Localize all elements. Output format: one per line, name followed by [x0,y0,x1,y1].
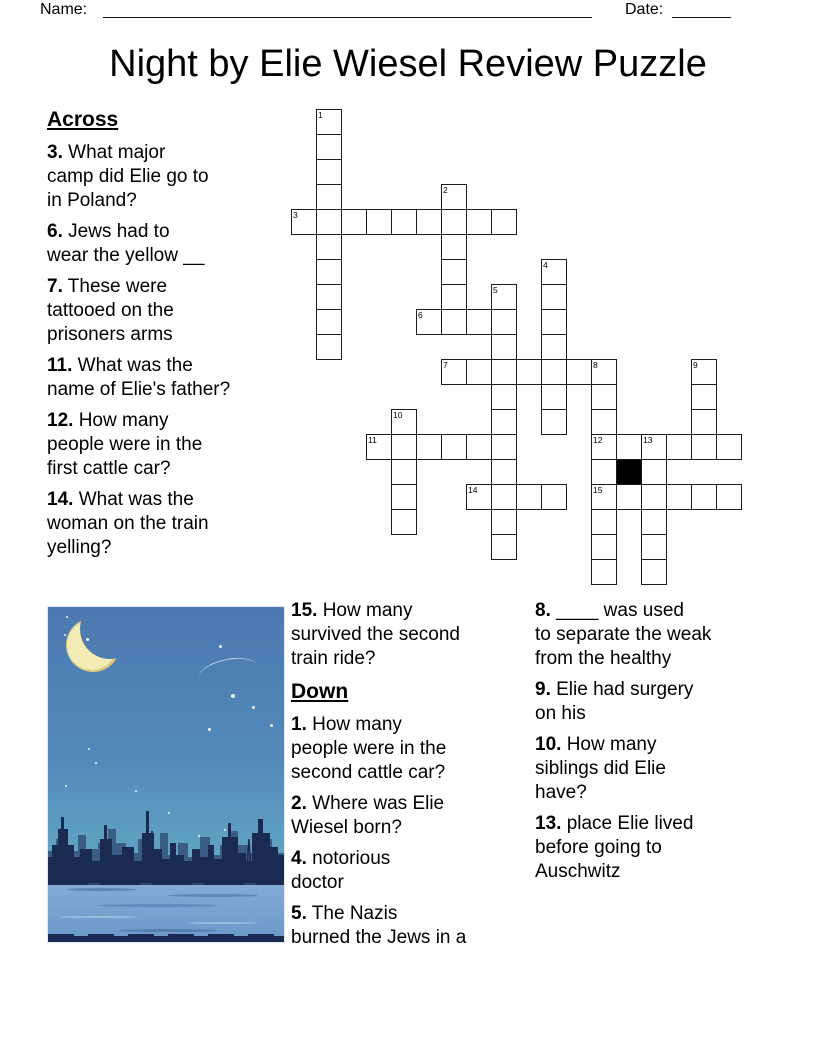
star-icon [208,728,211,731]
grid-cell[interactable] [691,484,717,510]
grid-cell[interactable] [641,559,667,585]
grid-cell[interactable] [491,209,517,235]
grid-cell[interactable] [541,334,567,360]
grid-cell[interactable] [416,309,442,335]
cell-number: 8 [593,360,598,370]
grid-cell[interactable] [591,484,617,510]
grid-cell[interactable] [316,309,342,335]
grid-cell[interactable] [416,434,442,460]
grid-cell[interactable] [491,509,517,535]
star-icon [66,616,68,618]
grid-cell[interactable] [641,434,667,460]
clue-number: 11. [47,355,73,376]
grid-cell[interactable] [641,534,667,560]
cell-number: 12 [593,435,603,445]
clue-7: 7. These were tattooed on the prisoners arms [47,276,174,345]
name-blank-line[interactable] [103,2,592,18]
clue-1: 1. How many people were in the second cattle car? [291,714,447,783]
clue-13: 13. place Elie lived before going to Auschwitz [535,813,694,882]
grid-cell[interactable] [491,309,517,335]
clue-number: 10. [535,734,562,755]
crossword-grid [291,109,744,587]
grid-cell[interactable] [516,484,542,510]
grid-cell[interactable] [691,359,717,385]
cell-number: 5 [493,285,498,295]
right-clues-column [535,599,781,891]
star-icon [65,785,67,787]
grid-cell[interactable] [491,384,517,410]
grid-cell[interactable] [641,484,667,510]
grid-cell[interactable] [716,434,742,460]
cell-number: 3 [293,210,298,220]
star-icon [270,724,273,727]
shooting-star-icon [196,653,260,692]
grid-cell[interactable] [316,209,342,235]
grid-cell[interactable] [591,459,617,485]
grid-cell[interactable] [541,484,567,510]
date-label: Date: [625,1,664,18]
page-title: Night by Elie Wiesel Review Puzzle [109,43,707,85]
grid-cell[interactable] [541,309,567,335]
grid-cell[interactable] [391,509,417,535]
cell-number: 11 [368,435,377,445]
cell-number: 13 [643,435,653,445]
grid-cell[interactable] [616,434,642,460]
clue-5: 5. The Nazis burned the Jews in a [291,903,467,948]
across-heading: Across [47,108,119,131]
down-clues-list-continued [535,599,781,884]
grid-cell[interactable] [466,309,492,335]
grid-cell[interactable] [716,484,742,510]
grid-cell[interactable] [691,384,717,410]
grid-cell[interactable] [466,434,492,460]
grid-cell[interactable] [466,484,492,510]
grid-cell[interactable] [316,334,342,360]
clue-number: 9. [535,679,551,700]
grid-cell[interactable] [491,484,517,510]
cell-number: 9 [693,360,698,370]
across-clues-list [47,141,293,560]
grid-cell[interactable] [491,409,517,435]
clue-2: 2. Where was Elie Wiesel born? [291,793,445,838]
star-icon [86,638,89,641]
grid-cell[interactable] [316,109,342,135]
clue-number: 6. [47,221,63,242]
star-icon [219,645,222,648]
grid-cell[interactable] [541,259,567,285]
grid-cell[interactable] [541,359,567,385]
water-ripple [188,922,258,924]
clue-12: 12. How many people were in the first cattle car? [47,410,203,479]
clue-14: 14. What was the woman on the train yelling? [47,489,209,558]
grid-cell[interactable] [441,184,467,210]
grid-cell[interactable] [591,409,617,435]
grid-cell[interactable] [491,284,517,310]
cell-number: 4 [543,260,548,270]
grid-cell[interactable] [441,209,467,235]
date-blank-line[interactable] [672,2,731,18]
cell-number: 6 [418,310,423,320]
star-icon [252,706,255,709]
city-skyline [48,799,284,883]
night-illustration [47,606,285,943]
down-heading: Down [291,680,349,703]
clue-number: 1. [291,714,307,735]
grid-cell[interactable] [391,409,417,435]
grid-cell-black [616,459,642,485]
grid-cell[interactable] [391,484,417,510]
grid-cell[interactable] [316,234,342,260]
grid-cell[interactable] [666,484,692,510]
grid-cell[interactable] [316,284,342,310]
clue-number: 14. [47,489,74,510]
water-ripple [98,904,218,907]
grid-cell[interactable] [416,209,442,235]
clue-9: 9. Elie had surgery on his [535,679,694,724]
grid-cell[interactable] [316,159,342,185]
water-ripple [118,929,218,932]
clue-10: 10. How many siblings did Elie have? [535,734,666,803]
grid-cell[interactable] [316,259,342,285]
grid-cell[interactable] [491,359,517,385]
cell-number: 7 [443,360,448,370]
grid-cell[interactable] [366,434,392,460]
grid-cell[interactable] [541,384,567,410]
clue-11: 11. What was the name of Elie's father? [47,355,231,400]
grid-cell[interactable] [516,359,542,385]
grid-cell[interactable] [641,509,667,535]
grid-cell[interactable] [591,384,617,410]
grid-cell[interactable] [491,334,517,360]
water-ripple [58,916,138,918]
grid-cell[interactable] [691,409,717,435]
cell-number: 10 [393,410,403,420]
clue-number: 12. [47,410,74,431]
clue-number: 4. [291,848,307,869]
grid-cell[interactable] [491,534,517,560]
clue-number: 8. [535,600,551,621]
grid-cell[interactable] [466,359,492,385]
down-clues-list [291,713,523,950]
cell-number: 2 [443,185,448,195]
grid-cell[interactable] [591,534,617,560]
grid-cell[interactable] [541,409,567,435]
clue-number: 13. [535,813,562,834]
star-icon [88,748,90,750]
grid-cell[interactable] [391,434,417,460]
cell-number: 14 [468,485,478,495]
across-clues-continued [291,599,523,671]
clue-number: 2. [291,793,307,814]
clue-15: 15. How many survived the second train ride? [291,600,460,669]
waterline [48,883,284,885]
grid-cell[interactable] [591,509,617,535]
grid-cell[interactable] [441,309,467,335]
grid-cell[interactable] [491,434,517,460]
grid-cell[interactable] [616,484,642,510]
cell-number: 1 [318,110,323,120]
star-icon [135,790,137,792]
water-ripple [168,894,258,897]
water-ripple [66,888,136,891]
grid-cell[interactable] [441,259,467,285]
grid-cell[interactable] [666,434,692,460]
star-icon [198,835,200,837]
grid-cell[interactable] [441,234,467,260]
grid-cell[interactable] [641,459,667,485]
grid-cell[interactable] [391,209,417,235]
clue-8: 8. ____ was used to separate the weak from the healthy [535,600,712,669]
cell-number: 15 [593,485,603,495]
star-icon [224,829,226,831]
middle-clues-column [291,599,523,957]
clue-number: 3. [47,142,63,163]
clue-3: 3. What major camp did Elie go to in Poland? [47,142,209,211]
water-edge [48,936,284,942]
star-icon [231,694,235,698]
night-sky [48,607,284,883]
grid-cell[interactable] [366,209,392,235]
grid-cell[interactable] [591,434,617,460]
grid-cell[interactable] [591,359,617,385]
clue-number: 7. [47,276,63,297]
clue-number: 15. [291,600,318,621]
grid-cell[interactable] [466,209,492,235]
grid-cell[interactable] [691,434,717,460]
grid-cell[interactable] [441,359,467,385]
grid-cell[interactable] [441,434,467,460]
grid-cell[interactable] [566,359,592,385]
star-icon [64,634,66,636]
star-icon [95,762,97,764]
crescent-moon-icon [66,617,128,673]
water [48,883,284,942]
grid-cell[interactable] [341,209,367,235]
clue-6: 6. Jews had to wear the yellow __ [47,221,205,266]
grid-cell[interactable] [541,284,567,310]
across-clues-column [47,106,293,567]
grid-cell[interactable] [316,184,342,210]
grid-cell[interactable] [291,209,317,235]
clue-number: 5. [291,903,307,924]
clue-4: 4. notorious doctor [291,848,391,893]
grid-cell[interactable] [441,284,467,310]
name-label: Name: [40,1,88,18]
grid-cell[interactable] [591,559,617,585]
star-icon [168,812,170,814]
grid-cell[interactable] [491,459,517,485]
grid-cell[interactable] [391,459,417,485]
grid-cell[interactable] [316,134,342,160]
